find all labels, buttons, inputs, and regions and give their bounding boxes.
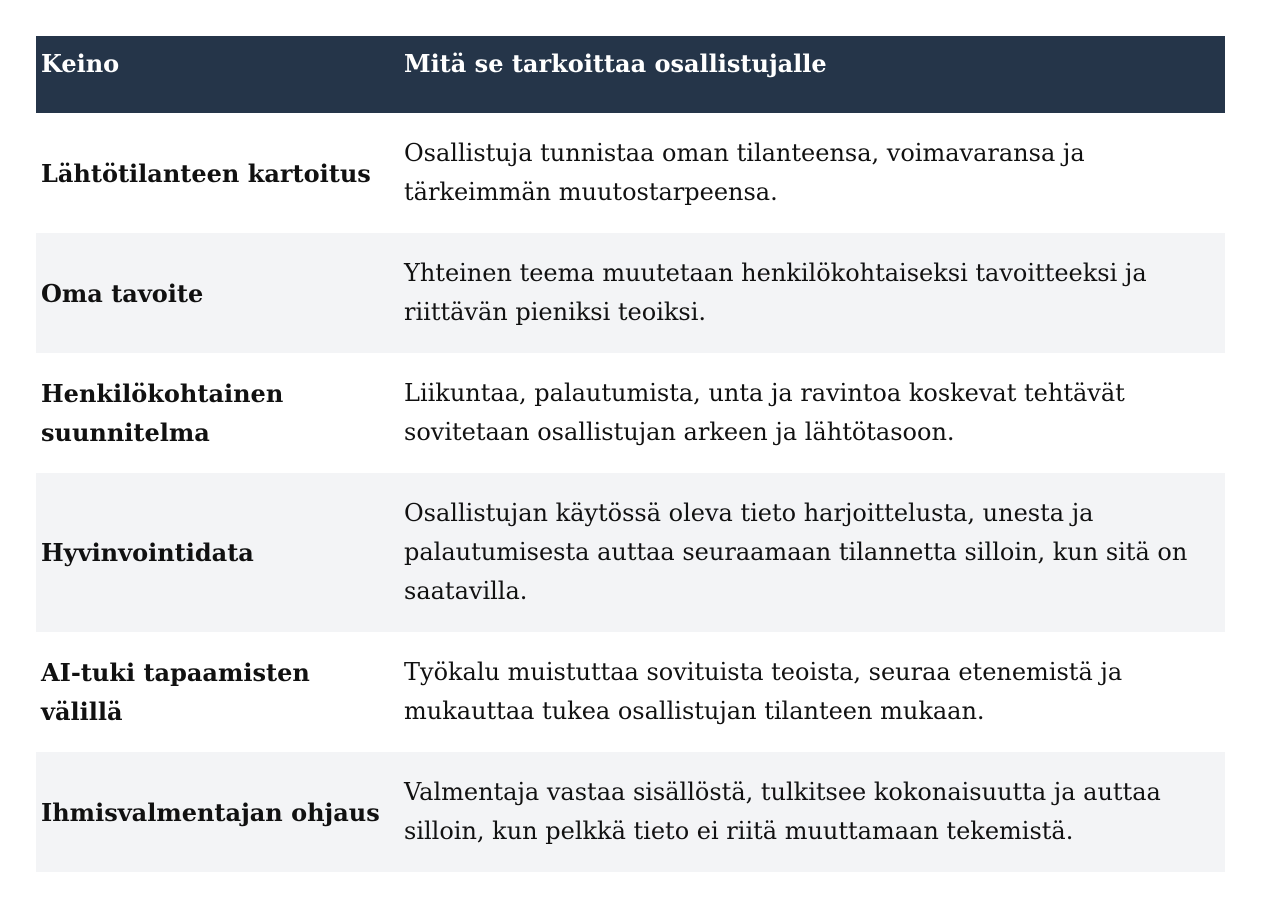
row-measure-description: Osallistuja tunnistaa oman tilanteensa, voimavaransa ja tärkeimmän muutostarpeensa. [399, 113, 1225, 233]
table-row [36, 752, 1225, 872]
row-measure-name: Oma tavoite [36, 233, 399, 353]
table-row [36, 113, 1225, 233]
row-measure-description: Liikuntaa, palautumista, unta ja ravintoa koskevat tehtävät sovitetaan osallistujan arkeen ja lähtötasoon. [399, 353, 1225, 473]
row-measure-name: Henkilökohtainen suunnitelma [36, 353, 399, 473]
table-row [36, 473, 1225, 632]
row-measure-name: Ihmisvalmentajan ohjaus [36, 752, 399, 872]
row-measure-description: Työkalu muistuttaa sovituista teoista, seuraa etenemistä ja mukauttaa tukea osallistujan tilanteen mukaan. [399, 632, 1225, 752]
column-header-meaning: Mitä se tarkoittaa osallistujalle [399, 36, 1225, 113]
row-measure-name: AI-tuki tapaamisten välillä [36, 632, 399, 752]
table-row [36, 632, 1225, 752]
row-measure-description: Osallistujan käytössä oleva tieto harjoittelusta, unesta ja palautumisesta auttaa seuraamaan tilannetta silloin, kun sitä on saatavilla. [399, 473, 1225, 632]
column-header-keino: Keino [36, 36, 399, 113]
measures-table [36, 36, 1225, 872]
row-measure-name: Hyvinvointidata [36, 473, 399, 632]
row-measure-name: Lähtötilanteen kartoitus [36, 113, 399, 233]
row-measure-description: Yhteinen teema muutetaan henkilökohtaiseksi tavoitteeksi ja riittävän pieniksi teoiksi. [399, 233, 1225, 353]
table-row [36, 353, 1225, 473]
table-header-row [36, 36, 1225, 113]
row-measure-description: Valmentaja vastaa sisällöstä, tulkitsee kokonaisuutta ja auttaa silloin, kun pelkkä tieto ei riitä muuttamaan tekemistä. [399, 752, 1225, 872]
table-row [36, 233, 1225, 353]
